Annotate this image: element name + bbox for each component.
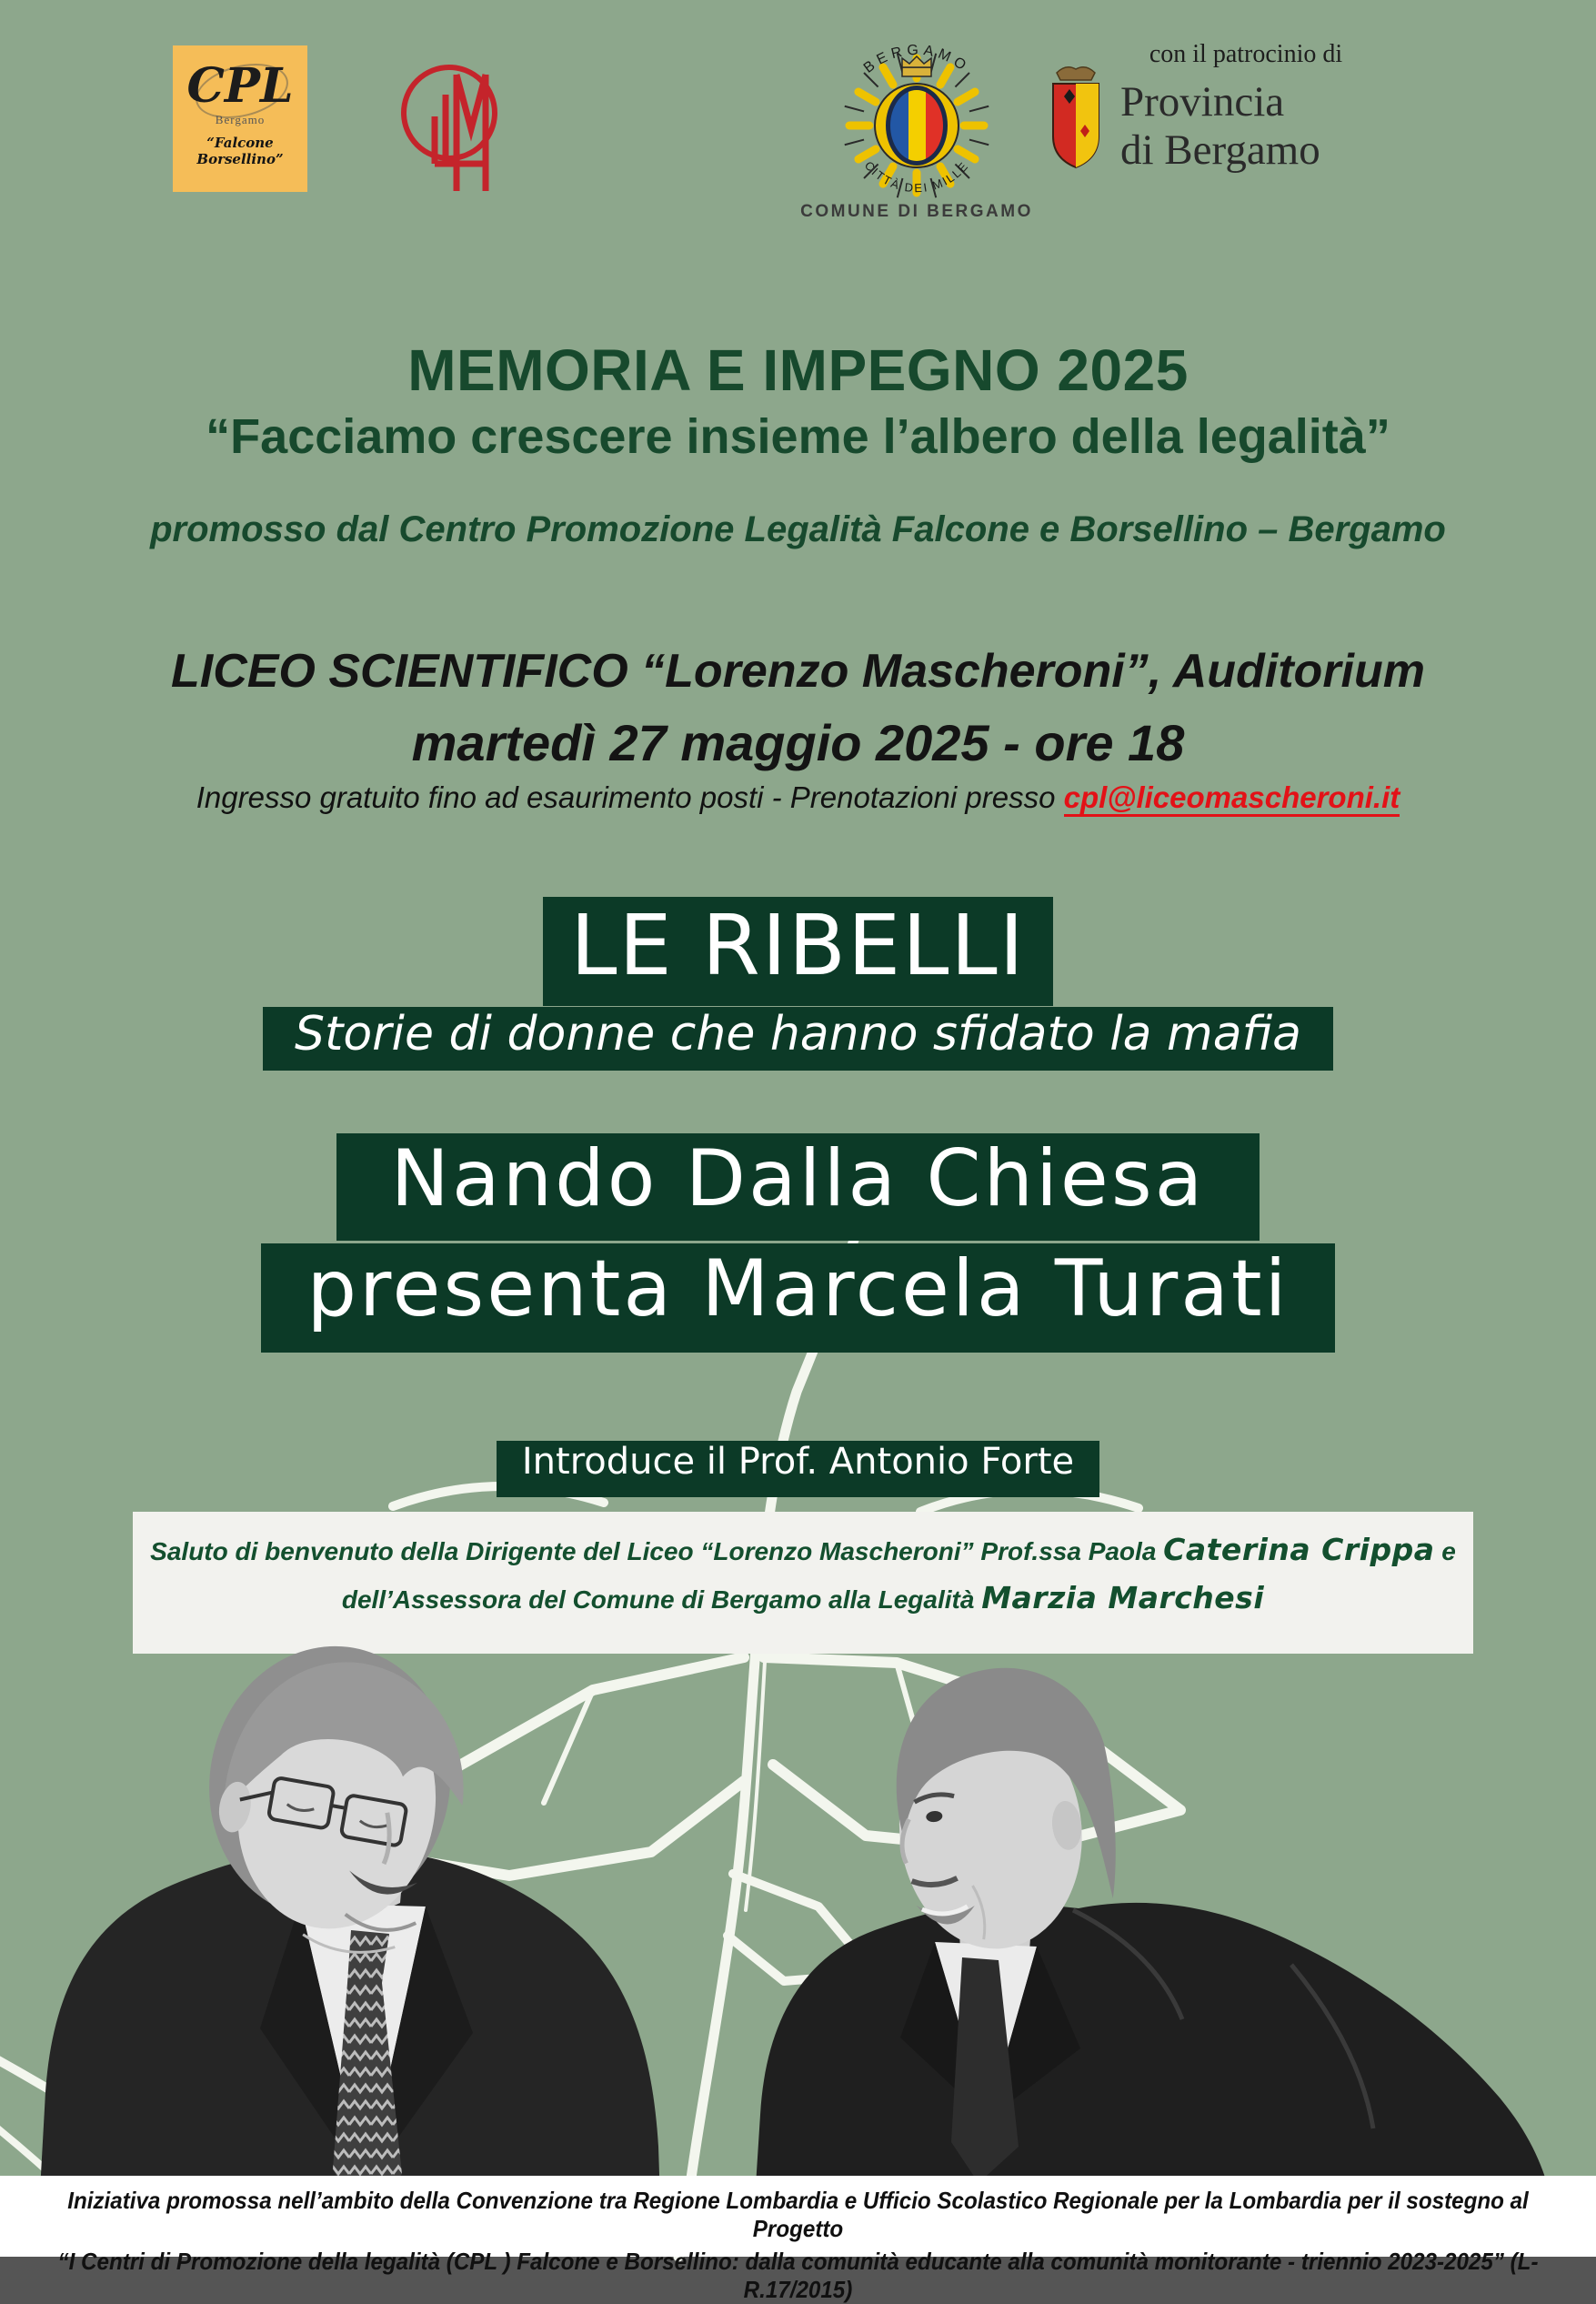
footer-line2: “I Centri di Promozione della legalità (CPL ) Falcone e Borsellino: dalla comunità educante alla comunità monitorante - triennio 2023-2025” (L-R.17/2015) <box>57 2248 1539 2303</box>
lm-monogram <box>435 75 486 191</box>
cpl-falcone-borsellino-logo <box>173 45 307 192</box>
datetime-line: martedì 27 maggio 2025 - ore 18 <box>411 714 1185 771</box>
emblem-arc-bottom-text: CITTÀ DEI MILLE <box>861 158 972 196</box>
speaker-line2-box: presenta Marcela Turati <box>261 1243 1334 1353</box>
emblem-crown <box>902 56 931 76</box>
comune-caption: COMUNE DI BERGAMO <box>800 202 1033 221</box>
cpl-subtitle: “Falcone Borsellino” <box>196 135 284 167</box>
speaker-line1-box: Nando Dalla Chiesa <box>336 1133 1260 1241</box>
admission-line <box>0 780 1596 815</box>
emblem-arc-top-text: BERGAMO <box>860 42 973 76</box>
provincia-name-line2: di Bergamo <box>1120 126 1320 174</box>
cpl-acronym: CPL <box>186 58 294 114</box>
welcome-line2-name: Marzia Marchesi <box>981 1580 1265 1615</box>
moderator-box: Introduce il Prof. Antonio Forte <box>497 1441 1099 1497</box>
welcome-line1-name: Caterina Crippa <box>1163 1532 1435 1567</box>
admission-text: Ingresso gratuito fino ad esaurimento posti - Prenotazioni presso <box>196 780 1064 814</box>
welcome-line2-text: dell’Assessora del Comune di Bergamo alla Legalità <box>341 1585 982 1614</box>
footer-band <box>0 2176 1596 2303</box>
man-right-borsellino <box>751 1657 1557 2257</box>
welcome-line1-text: Saluto di benvenuto della Dirigente del Liceo “Lorenzo Mascheroni” Prof.ssa Paola <box>150 1537 1164 1565</box>
provincia-name-line1: Provincia <box>1120 78 1285 126</box>
welcome-line1-tail: e <box>1434 1537 1456 1565</box>
shield-crown <box>1057 67 1095 80</box>
comune-bergamo-emblem <box>826 24 1008 206</box>
booking-email-link[interactable]: cpl@liceomascheroni.it <box>1064 780 1400 817</box>
patronage-label: con il patrocinio di <box>1149 40 1343 68</box>
welcome-band <box>133 1512 1473 1654</box>
footer-line1: Iniziativa promossa nell’ambito della Convenzione tra Regione Lombardia e Ufficio Scolastico Regionale per la Lombardia per il sostegno al Progetto <box>67 2187 1529 2242</box>
man-left-falcone <box>36 1627 662 2257</box>
promoter-line: promosso dal Centro Promozione Legalità Falcone e Borsellino – Bergamo <box>150 509 1446 549</box>
poster-title: MEMORIA E IMPEGNO 2025 <box>407 337 1189 403</box>
cpl-city-label: Bergamo <box>215 113 266 126</box>
show-title-box: LE RIBELLI <box>543 897 1053 1006</box>
liceo-mascheroni-lm-logo <box>398 53 506 200</box>
provincia-bergamo-shield <box>1046 60 1106 171</box>
venue-line: LICEO SCIENTIFICO “Lorenzo Mascheroni”, Auditorium <box>170 645 1425 698</box>
show-subtitle-box: Storie di donne che hanno sfidato la mafia <box>263 1007 1333 1071</box>
falcone-borsellino-photo <box>0 1637 1596 2257</box>
poster-subtitle: “Facciamo crescere insieme l’albero della legalità” <box>206 409 1390 464</box>
provincia-name <box>1120 78 1320 175</box>
